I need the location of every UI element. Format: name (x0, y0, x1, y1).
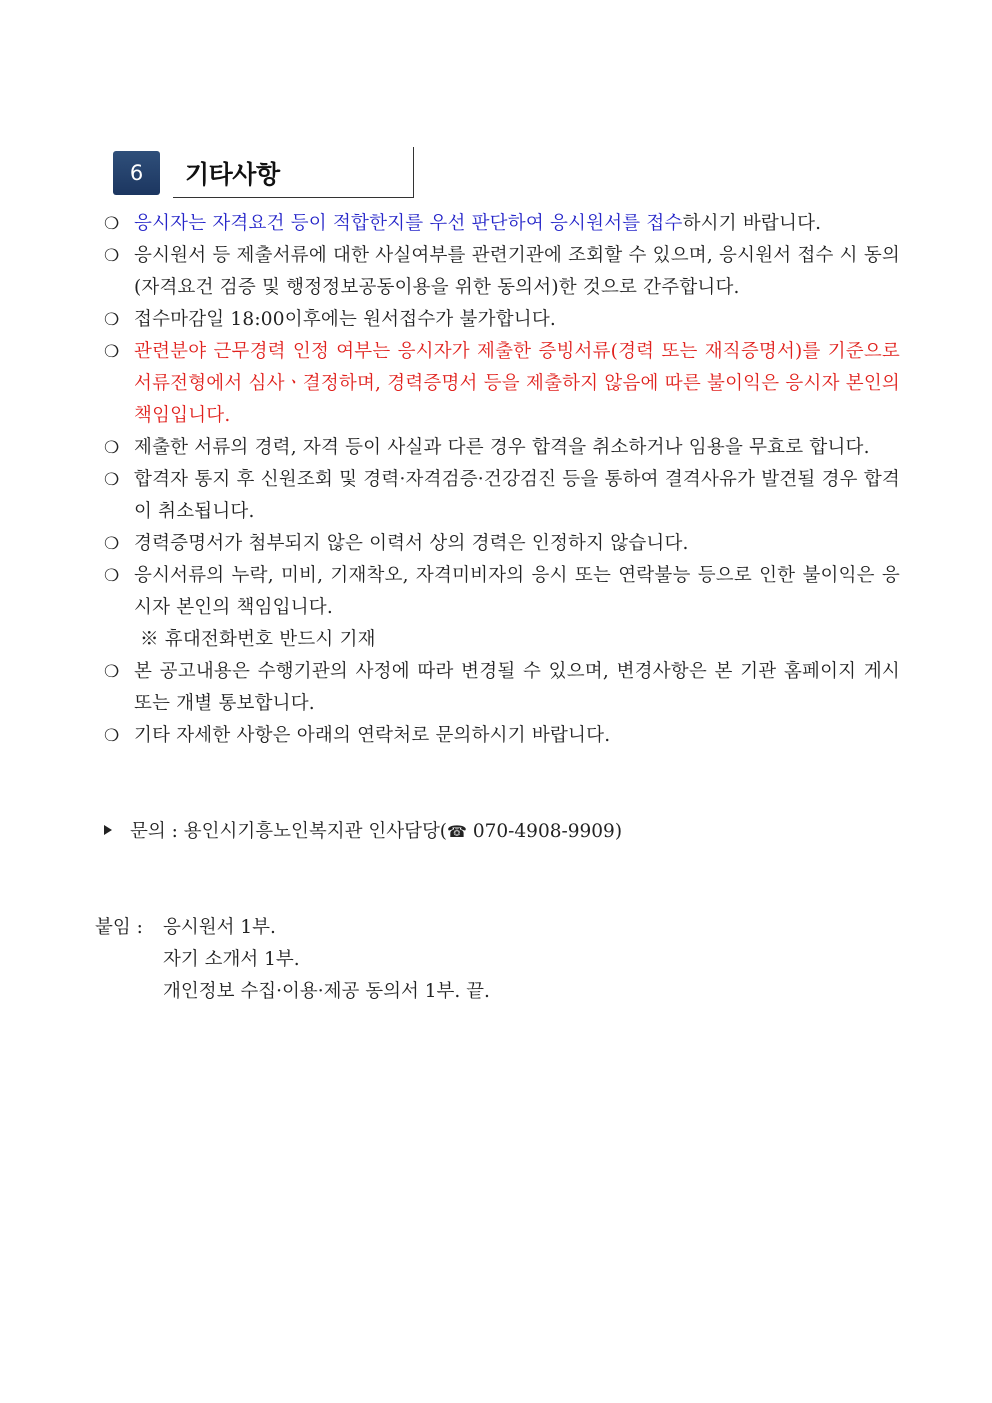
list-item (104, 208, 900, 240)
list-item-text: 응시원서 등 제출서류에 대한 사실여부를 관련기관에 조회할 수 있으며, 응시원서 접수 시 동의(자격요건 검증 및 행정정보공동이용을 위한 동의서)한 것으로 간주합니다. (134, 245, 900, 298)
list-item-text: 합격자 통지 후 신원조회 및 경력·자격검증·건강검진 등을 통하여 결격사유가 발견될 경우 합격이 취소됩니다. (134, 469, 900, 522)
attachment-item: 자기 소개서 1부. (163, 949, 300, 970)
circle-bullet-icon: ❍ (104, 662, 120, 682)
list-item-text: 본 공고내용은 수행기관의 사정에 따라 변경될 수 있으며, 변경사항은 본 기관 홈페이지 게시 또는 개별 통보합니다. (134, 661, 900, 714)
list-item (104, 528, 900, 560)
list-item-text: 관련분야 근무경력 인정 여부는 응시자가 제출한 증빙서류(경력 또는 재직증명서)를 기준으로 서류전형에서 심사ㆍ결정하며, 경력증명서 등을 제출하지 않음에 따른 불이익은 응시자 본인의 책임입니다. (134, 341, 900, 426)
triangle-arrow-icon (104, 825, 112, 835)
attachments (95, 912, 490, 1008)
section-title: 기타사항 (185, 160, 280, 189)
list-item-text: 응시서류의 누락, 미비, 기재착오, 자격미비자의 응시 또는 연락불능 등으로 인한 불이익은 응시자 본인의 책임입니다. (134, 565, 900, 618)
list-item (104, 720, 900, 752)
list-item-text: 제출한 서류의 경력, 자격 등이 사실과 다른 경우 합격을 취소하거나 임용을 무효로 합니다. (134, 437, 870, 458)
list-item-text: 하시기 바랍니다. (682, 213, 822, 234)
contact-line (104, 816, 622, 848)
list-item (104, 560, 900, 656)
list-item (104, 656, 900, 720)
section-number-badge: 6 (113, 151, 160, 195)
attachments-label: 붙임 : (95, 917, 143, 938)
circle-bullet-icon: ❍ (104, 566, 120, 586)
circle-bullet-icon: ❍ (104, 534, 120, 554)
circle-bullet-icon: ❍ (104, 726, 120, 746)
attachment-item: 개인정보 수집·이용·제공 동의서 1부. 끝. (163, 981, 490, 1002)
circle-bullet-icon: ❍ (104, 438, 120, 458)
section-heading (113, 147, 415, 199)
attachment-item: 응시원서 1부. (163, 917, 276, 938)
circle-bullet-icon: ❍ (104, 342, 120, 362)
list-item-text: 경력증명서가 첨부되지 않은 이력서 상의 경력은 인정하지 않습니다. (134, 533, 689, 554)
list-item (104, 304, 900, 336)
circle-bullet-icon: ❍ (104, 246, 120, 266)
attachment-line (95, 912, 490, 944)
contact-label: 문의 : 용인시기흥노인복지관 인사담당( (130, 821, 448, 842)
circle-bullet-icon: ❍ (104, 310, 120, 330)
list-item (104, 432, 900, 464)
list-item-text: 접수마감일 18:00이후에는 원서접수가 불가합니다. (134, 309, 556, 330)
contact-phone: 070-4908-9909) (466, 821, 623, 842)
section-title-box (173, 147, 414, 198)
list-item (104, 240, 900, 304)
notice-list (104, 208, 900, 752)
list-item-note: ※ 휴대전화번호 반드시 기재 (140, 629, 376, 650)
circle-bullet-icon: ❍ (104, 214, 120, 234)
list-item-text: 기타 자세한 사항은 아래의 연락처로 문의하시기 바랍니다. (134, 725, 611, 746)
list-item-highlight: 응시자는 자격요건 등이 적합한지를 우선 판단하여 응시원서를 접수 (134, 213, 683, 234)
list-item (104, 336, 900, 432)
list-item (104, 464, 900, 528)
circle-bullet-icon: ❍ (104, 470, 120, 490)
phone-icon: ☎ (447, 822, 467, 841)
